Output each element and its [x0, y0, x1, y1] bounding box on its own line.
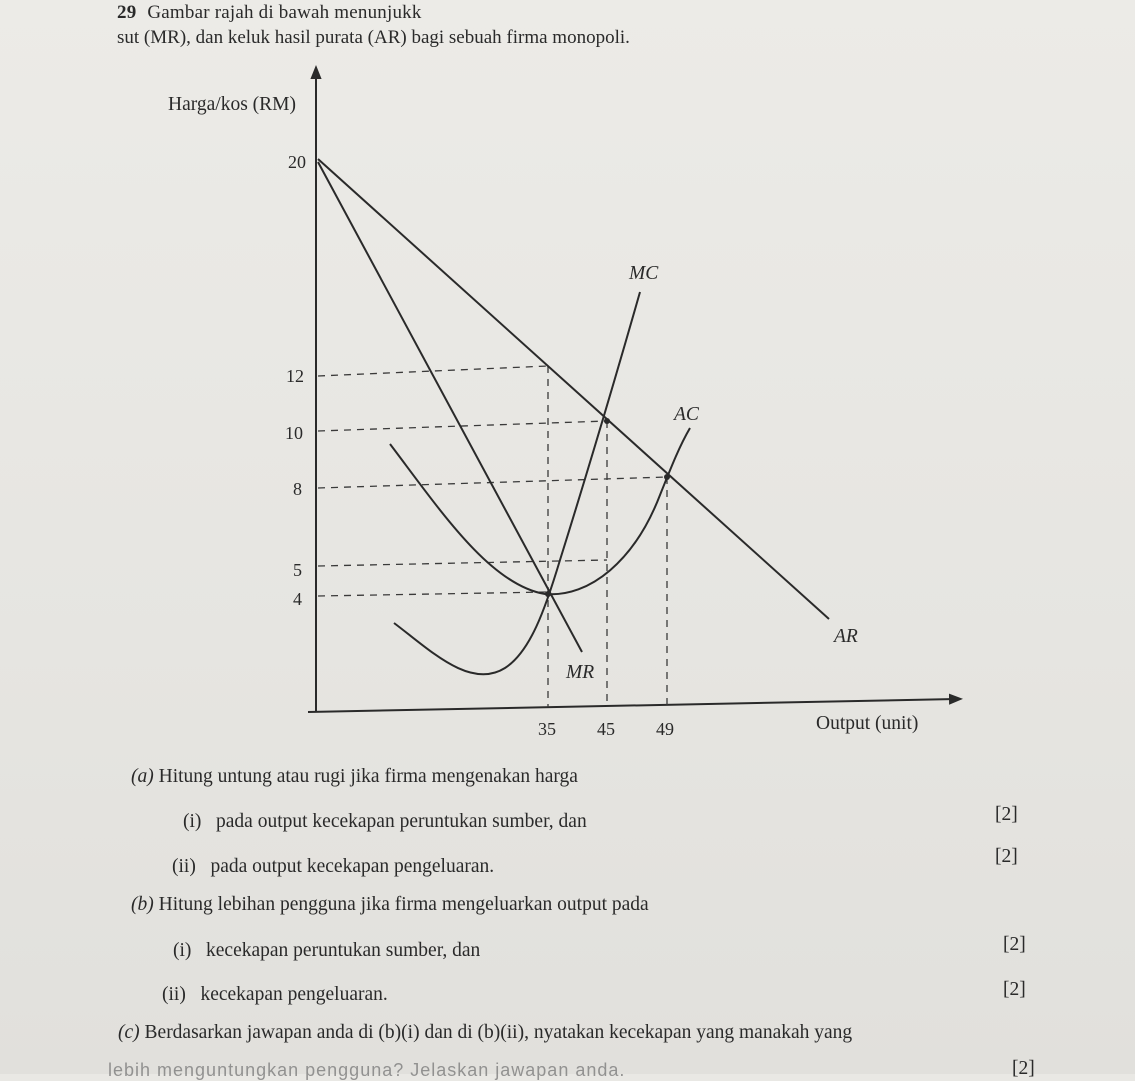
y-tick-5: 5: [293, 560, 302, 580]
part-b-ii-label: (ii): [162, 984, 186, 1005]
part-b-label: (b): [131, 894, 154, 915]
y-tick-12: 12: [286, 366, 304, 386]
y-tick-8: 8: [293, 479, 302, 499]
vertical-guides: [548, 366, 667, 707]
x-tick-35: 35: [538, 719, 556, 739]
part-b-ii-text: kecekapan pengeluaran.: [200, 984, 388, 1005]
mr-curve: [318, 162, 582, 652]
part-b-text: Hitung lebihan pengguna jika firma mengeluarkan output pada: [158, 894, 649, 915]
part-b-i-mark: [2]: [1003, 934, 1026, 955]
guide-price-5: [318, 560, 607, 566]
mc-label: MC: [629, 263, 659, 284]
part-a: [131, 766, 578, 788]
part-a-text: Hitung untung atau rugi jika firma mengenakan harga: [158, 766, 578, 787]
x-axis: [308, 699, 956, 712]
part-b-i-label: (i): [173, 940, 192, 961]
point-ac-ar: [664, 474, 670, 480]
question-intro-line1: Gambar rajah di bawah menunjukk: [147, 2, 422, 23]
part-a-i-text: pada output kecekapan peruntukan sumber, dan: [216, 811, 587, 832]
part-a-ii-text: pada output kecekapan pengeluaran.: [210, 856, 495, 877]
part-c-text: Berdasarkan jawapan anda di (b)(i) dan di (b)(ii), nyatakan kecekapan yang manakah yang: [144, 1022, 853, 1043]
part-a-i: [183, 811, 587, 833]
guide-price-4: [318, 592, 548, 596]
part-a-ii: [172, 856, 494, 878]
part-b-ii-mark: [2]: [1003, 979, 1026, 1000]
part-c-mark: [2]: [1012, 1058, 1035, 1079]
x-tick-49: 49: [656, 719, 674, 739]
part-c-continuation: lebih menguntungkan pengguna? Jelaskan jawapan anda.: [108, 1060, 626, 1080]
y-tick-20: 20: [288, 152, 306, 172]
y-tick-10: 10: [285, 423, 303, 443]
y-axis-label: Harga/kos (RM): [168, 94, 296, 115]
part-a-ii-label: (ii): [172, 856, 196, 877]
x-axis-label: Output (unit): [816, 713, 919, 734]
part-b: [131, 894, 649, 916]
ar-label: AR: [834, 626, 858, 647]
question-intro-line2: sut (MR), dan keluk hasil purata (AR) bagi sebuah firma monopoli.: [117, 27, 630, 48]
x-tick-45: 45: [597, 719, 615, 739]
part-b-i-text: kecekapan peruntukan sumber, dan: [206, 940, 481, 961]
part-a-i-label: (i): [183, 811, 202, 832]
part-b-ii: [162, 984, 388, 1006]
horizontal-guides: [318, 366, 667, 596]
part-b-i: [173, 940, 480, 962]
part-c-label: (c): [118, 1022, 140, 1043]
part-a-label: (a): [131, 766, 154, 787]
point-mc-ar: [604, 418, 610, 424]
y-tick-4: 4: [293, 589, 302, 609]
point-mc-mr-ac: [545, 591, 551, 597]
mc-curve: [394, 292, 640, 674]
part-c: [118, 1022, 852, 1044]
part-a-ii-mark: [2]: [995, 846, 1018, 867]
question-number: 29: [117, 2, 137, 23]
ac-label: AC: [674, 404, 699, 425]
mr-label: MR: [566, 662, 595, 683]
ar-curve: [318, 159, 829, 619]
part-a-i-mark: [2]: [995, 804, 1018, 825]
